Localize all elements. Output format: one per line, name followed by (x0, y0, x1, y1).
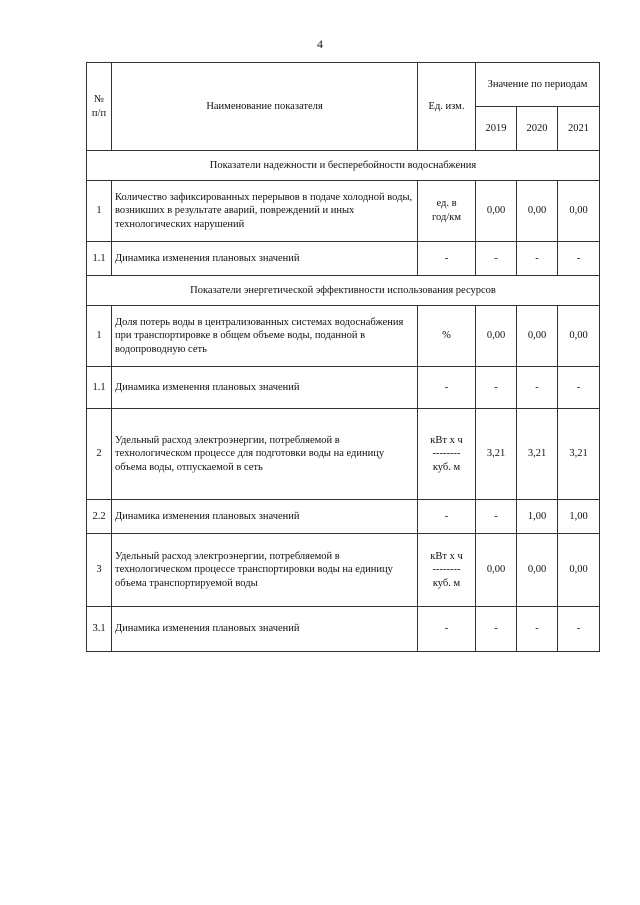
header-name: Наименование показателя (112, 63, 418, 151)
row-name: Динамика изменения плановых значений (112, 500, 418, 534)
table-row (87, 500, 600, 534)
unit-line: год/км (432, 212, 461, 223)
unit-line: - (444, 381, 449, 393)
value-2020: - (517, 242, 558, 276)
value-2019: - (476, 500, 517, 534)
header-unit: Ед. изм. (418, 63, 476, 151)
section-title: Показатели надежности и бесперебойности водоснабжения (87, 151, 600, 181)
header-periods: Значение по периодам (476, 63, 600, 107)
row-number: 3.1 (87, 607, 112, 652)
value-2021: 1,00 (558, 500, 600, 534)
table-row (87, 534, 600, 607)
row-number: 1.1 (87, 242, 112, 276)
section-title: Показатели энергетической эффективности использования ресурсов (87, 276, 600, 306)
value-2019: 0,00 (476, 306, 517, 367)
row-unit (418, 242, 476, 276)
value-2020: 0,00 (517, 534, 558, 607)
value-2021: 3,21 (558, 409, 600, 500)
header-num-line1: № (93, 93, 105, 105)
table-row (87, 242, 600, 276)
header-num (87, 63, 112, 151)
row-name: Удельный расход электроэнергии, потребляемой в технологическом процессе транспортировки воды на единицу объема транспортируемой воды (112, 534, 418, 607)
row-name: Количество зафиксированных перерывов в подаче холодной воды, возникших в результате аварий, повреждений и иных технологических нарушений (112, 181, 418, 242)
table-row (87, 607, 600, 652)
unit-line: ед. в (436, 198, 457, 210)
row-name: Удельный расход электроэнергии, потребляемой в технологическом процессе для подготовки воды на единицу объема воды, отпускаемой в сеть (112, 409, 418, 500)
table-row (87, 181, 600, 242)
unit-line: - (444, 623, 449, 635)
row-unit (418, 367, 476, 409)
row-number: 2 (87, 409, 112, 500)
row-number: 1 (87, 306, 112, 367)
table-row (87, 409, 600, 500)
value-2019: - (476, 367, 517, 409)
value-2021: - (558, 242, 600, 276)
row-unit (418, 409, 476, 500)
value-2019: - (476, 607, 517, 652)
value-2021: - (558, 367, 600, 409)
value-2019: 0,00 (476, 181, 517, 242)
table-row (87, 367, 600, 409)
section-row (87, 151, 600, 181)
row-unit (418, 607, 476, 652)
row-unit (418, 534, 476, 607)
page-number: 4 (317, 37, 323, 51)
row-name: Динамика изменения плановых значений (112, 607, 418, 652)
row-number: 1 (87, 181, 112, 242)
value-2021: 0,00 (558, 306, 600, 367)
value-2020: - (517, 367, 558, 409)
header-year-2019: 2019 (476, 107, 517, 151)
value-2020: - (517, 607, 558, 652)
header-year-2021: 2021 (558, 107, 600, 151)
unit-line: кВт х ч (430, 550, 463, 562)
indicators-table (86, 62, 600, 652)
table-body (87, 151, 600, 652)
value-2019: 3,21 (476, 409, 517, 500)
unit-line: - (444, 510, 449, 522)
value-2021: 0,00 (558, 181, 600, 242)
row-number: 2.2 (87, 500, 112, 534)
value-2019: - (476, 242, 517, 276)
section-row (87, 276, 600, 306)
value-2020: 0,00 (517, 306, 558, 367)
value-2020: 0,00 (517, 181, 558, 242)
header-num-line2: п/п (91, 107, 107, 119)
row-name: Динамика изменения плановых значений (112, 367, 418, 409)
unit-line: - (444, 252, 449, 264)
row-name: Доля потерь воды в централизованных системах водоснабжения при транспортировке в общем объеме воды, поданной в водопроводную сеть (112, 306, 418, 367)
unit-line: -------- (432, 448, 461, 460)
row-unit (418, 181, 476, 242)
unit-line: кВт х ч (430, 434, 463, 446)
value-2021: 0,00 (558, 534, 600, 607)
value-2020: 3,21 (517, 409, 558, 500)
row-number: 3 (87, 534, 112, 607)
table-row (87, 306, 600, 367)
value-2020: 1,00 (517, 500, 558, 534)
row-name: Динамика изменения плановых значений (112, 242, 418, 276)
value-2021: - (558, 607, 600, 652)
unit-line: -------- (432, 564, 461, 576)
row-unit (418, 500, 476, 534)
unit-line: куб. м (432, 577, 461, 589)
header-year-2020: 2020 (517, 107, 558, 151)
value-2019: 0,00 (476, 534, 517, 607)
unit-line: куб. м (432, 461, 461, 473)
table-header (87, 63, 600, 151)
row-number: 1.1 (87, 367, 112, 409)
row-unit (418, 306, 476, 367)
unit-line: % (442, 330, 451, 342)
